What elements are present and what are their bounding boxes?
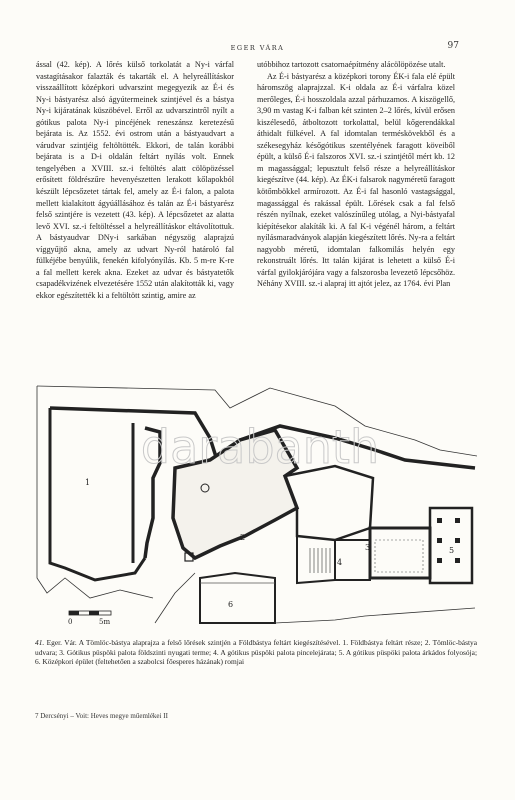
signature-mark: 7 [35,712,39,720]
page-number: 97 [447,41,459,51]
text-column-right [257,59,455,290]
room-label-2: 2 [240,533,246,542]
floor-plan-figure [35,368,477,630]
room-label-4: 4 [337,558,343,567]
footer-text: Dercsényi – Voit: Heves megye műemlékei II [40,712,168,720]
page-footer [35,712,168,720]
caption-number: 41. [35,638,45,647]
figure-caption [35,638,477,667]
room-label-6: 6 [228,600,234,609]
room-label-5: 5 [449,546,455,555]
watermark-text: darabanth [140,420,380,474]
watermark [35,368,477,630]
paragraph: ással (42. kép). A lőrés külső torkolatát a Ny-i várfal vastagításakor falazták és takarták el. A helyreállításkor visszaállított középkori udvarszint megegyezik az É-i és Ny-i bástyarész alsó ágyútermeinek szintjével és a bástya Ny-i kijáratának küszöbével. Erről az udvarszintről nyílt a gótikus palota Ny-i pincéjének reneszánsz keretezésű bejárata is. Az 1552. évi ostrom után a bástyaudvart a várudvar szintjéig feltöltötték. Ekkori, de talán korábbi bejárata is a D-i oldalán feltárt nyílás volt. Ennek tengelyében a XVIII. sz.-i feltöltés alatt cölöpözéssel erősített földrészűre hevenyészetten lerakott kőlapokból készült lépcsőzetet tártak fel, amely az É-i falon, a palota mellett kialakított ágyúállásához és talán az É-i bástyarész felső szintjére is vezetett (43. kép). A lépcsőzetet az alatta levő XVI. sz.-i feltöltéssel a helyreállításkor eltávolítottuk. A bástyaudvar DNy-i sarkában négyszög alaprajzú víggyűjtő akna, amely az udvart Ny-ról határoló fal fülkéjébe benyúlik, fenekén kifolyónyílás. Kb. 5 m-re K-re a fal mellett kerek akna. Ezeket az udvar és bástyatetők csapadékvizének elvezetésére 1552 után alakították ki, vagy ekkor egészítették ki a feltöltött szintig, amire az [36,60,234,300]
caption-text: Eger. Vár. A Tömlöc-bástya alaprajza a felső lőrések szintjén a Földbástya feltárt kiegészítésével. 1. Földbástya feltárt része; 2. Tömlöc-bástya udvara; 3. Gótikus püspöki palota földszinti nyugati terme; 4. A gótikus püspöki palota pincelejárata; 5. A gótikus püspöki palota árkádos folyosója; 6. Középkori épület (feltehetően a szabolcsi főesperes házának) romjai [35,638,477,667]
text-column-left [36,59,234,301]
paragraph: utóbbihoz tartozott csatornaépítmény alácölöpözése utalt. [257,60,446,69]
scale-start-label: 0 [68,618,73,626]
running-title: EGER VÁRA [230,44,285,52]
room-label-3: 3 [365,543,371,552]
room-label-1: 1 [85,478,91,487]
scale-end-label: 5m [99,618,111,626]
paragraph: Az É-i bástyarész a középkori torony ÉK-i fala elé épült háromszög alaprajzzal. K-i oldala az É-i várfalra közel merőleges, É-i hosszoldala azzal párhuzamos. A kiszögellő, 3,90 m vastag K-i falban két szinten 2–2 lőrés, kívül erősen kiszélesedő, átboltozott torkolattal, belül kőgerendákkal áthidalt fülkével. A fal idomtalan terméskövekből és a székesegyház későgótikus szentélyének faragott köveiből épült, a külső É-i falszoros XVI. sz.-i szintjétől mért kb. 12 m magassággal; lepusztult felső része a helyreállításkor kiegészítve (44. kép). Az ÉK-i falsarok nagyméretű faragott kötőmbökkel armírozott. Az É-i fal hasonló vastagsággal, magassággal és rakással épült. Lőrések csak a fal felső részén nyílnak, ezeket valószínűleg utólag, a Nyi-bástyafal kiépítésekor alakíták ki. A fal K-i végénél három, a feltárt nyílásmaradványok alapján kiegészített lőrés. Ny-ra a feltárt nagyobb méretű, idomtalan falkomilás helyén egy rekonstruált lőrés. Itt talán kijárat is lehetett a külső É-i várfal gyilokjárójára vagy a falszorosba levezető lépcsőhöz. Néhány XVIII. sz.-i alapraj itt ajtót jelez, az 1764. évi Plan [257,71,455,289]
